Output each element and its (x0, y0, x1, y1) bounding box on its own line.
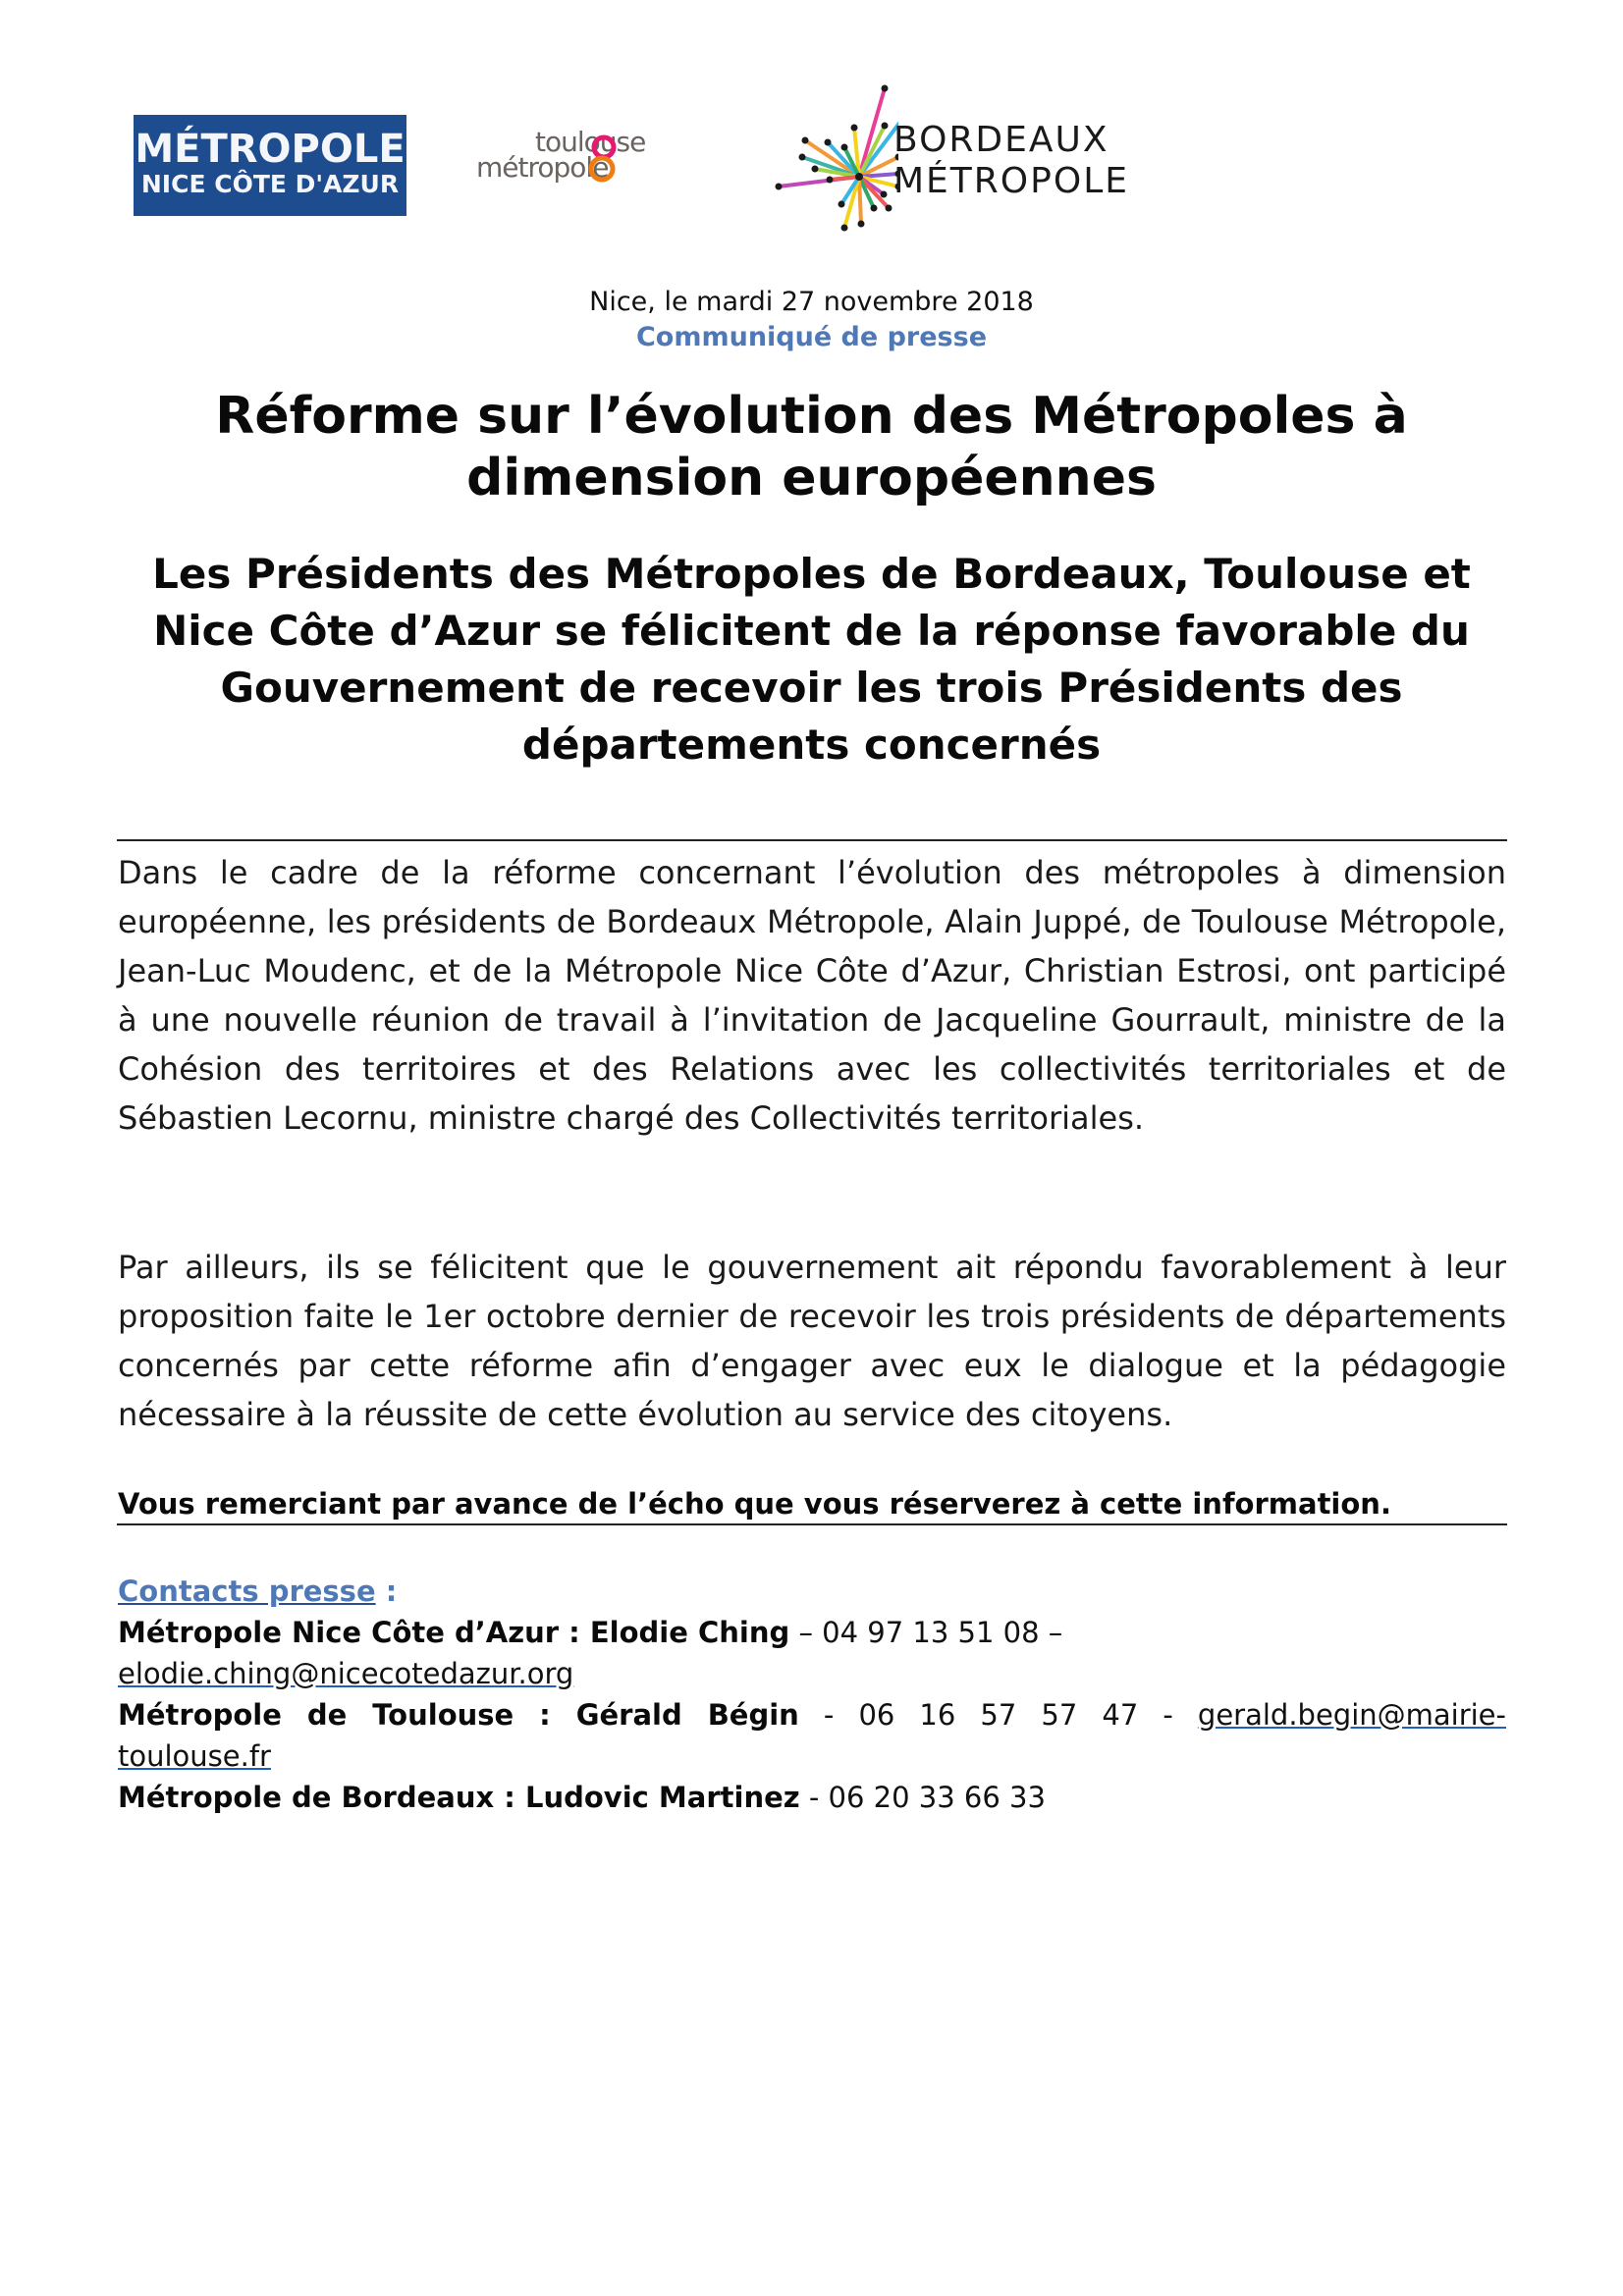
subtitle-line-4: départements concernés (521, 721, 1102, 769)
logo-bordeaux-line2: MÉTROPOLE (893, 161, 1129, 201)
dateline: Nice, le mardi 27 novembre 2018 (589, 287, 1034, 317)
contact-toulouse-email-link[interactable]: gerald.begin@mairie- (1197, 1698, 1506, 1732)
contact-nice-email-link[interactable]: elodie.ching@nicecotedazur.org (118, 1657, 574, 1690)
title-line-1: Réforme sur l’évolution des Métropoles à (215, 387, 1408, 446)
contacts-heading (118, 1571, 1506, 1612)
press-contacts (118, 1571, 1506, 1818)
logo-toulouse-metropole (476, 126, 673, 194)
contact-bordeaux-phone: - 06 20 33 66 33 (799, 1781, 1046, 1814)
divider-bottom (117, 1523, 1507, 1525)
contact-bordeaux (118, 1777, 1506, 1818)
contact-nice-email-row (118, 1653, 1506, 1694)
contact-nice-phone: – 04 97 13 51 08 – (789, 1616, 1063, 1649)
page-title (118, 386, 1505, 509)
logo-bordeaux-line1: BORDEAUX (893, 120, 1109, 160)
logo-toulouse-line2: métropole (476, 151, 609, 184)
subtitle-line-2: Nice Côte d’Azur se félicitent de la réponse favorable du (153, 607, 1470, 655)
logo-bordeaux-metropole (751, 79, 1129, 236)
logo-toulouse-line1: toulouse (535, 126, 646, 158)
subtitle-line-1: Les Présidents des Métropoles de Bordeaux, Toulouse et (152, 550, 1471, 598)
logo-bordeaux-burst-icon (751, 79, 898, 236)
logo-metropole-nice-cote-dazur (134, 115, 406, 216)
subtitle-line-3: Gouvernement de recevoir les trois Présidents des (220, 664, 1403, 712)
logo-bordeaux-text (893, 120, 1129, 202)
document-type-label: Communiqué de presse (635, 322, 988, 352)
contact-toulouse-phone: - 06 16 57 57 47 - (798, 1698, 1198, 1732)
contacts-heading-text: Contacts presse (118, 1575, 376, 1608)
closing-statement: Vous remerciant par avance de l’écho que vous réserverez à cette information. (118, 1487, 1391, 1521)
contact-toulouse-email-row (118, 1735, 1506, 1777)
logo-nice-line1: MÉTROPOLE (135, 127, 406, 172)
subtitle (113, 546, 1510, 774)
contact-nice-org: Métropole Nice Côte d’Azur : Elodie Ching (118, 1616, 790, 1649)
contact-toulouse-org: Métropole de Toulouse : Gérald Bégin (118, 1698, 799, 1732)
logo-nice-line2: NICE CÔTE D'AZUR (140, 170, 400, 198)
title-line-2: dimension européennes (466, 449, 1157, 507)
contact-toulouse (118, 1694, 1506, 1735)
body-paragraph-2: Par ailleurs, ils se félicitent que le gouvernement ait répondu favorablement à leur proposition faite le 1er octobre dernier de recevoir les trois présidents de départements concernés par cette réforme afin d’engager avec eux le dialogue et la pédagogie nécessaire à la réussite de cette évolution au service des citoyens. (118, 1249, 1506, 1433)
logo-toulouse-eight-icon (586, 133, 625, 192)
contact-toulouse-email-link-cont[interactable]: toulouse.fr (118, 1739, 271, 1773)
contact-bordeaux-org: Métropole de Bordeaux : Ludovic Martinez (118, 1781, 800, 1814)
contacts-heading-colon: : (375, 1575, 398, 1608)
body-paragraph-1: Dans le cadre de la réforme concernant l’évolution des métropoles à dimension européenne, les présidents de Bordeaux Métropole, Alain Juppé, de Toulouse Métropole, Jean-Luc Moudenc, et de la Métropole Nice Côte d’Azur, Christian Estrosi, ont participé à une nouvelle réunion de travail à l’invitation de Jacqueline Gourrault, ministre de la Cohésion des territoires et des Relations avec les collectivités territoriales et de Sébastien Lecornu, ministre chargé des Collectivités territoriales. (118, 854, 1506, 1137)
contact-nice (118, 1612, 1506, 1653)
divider-top (117, 839, 1507, 841)
